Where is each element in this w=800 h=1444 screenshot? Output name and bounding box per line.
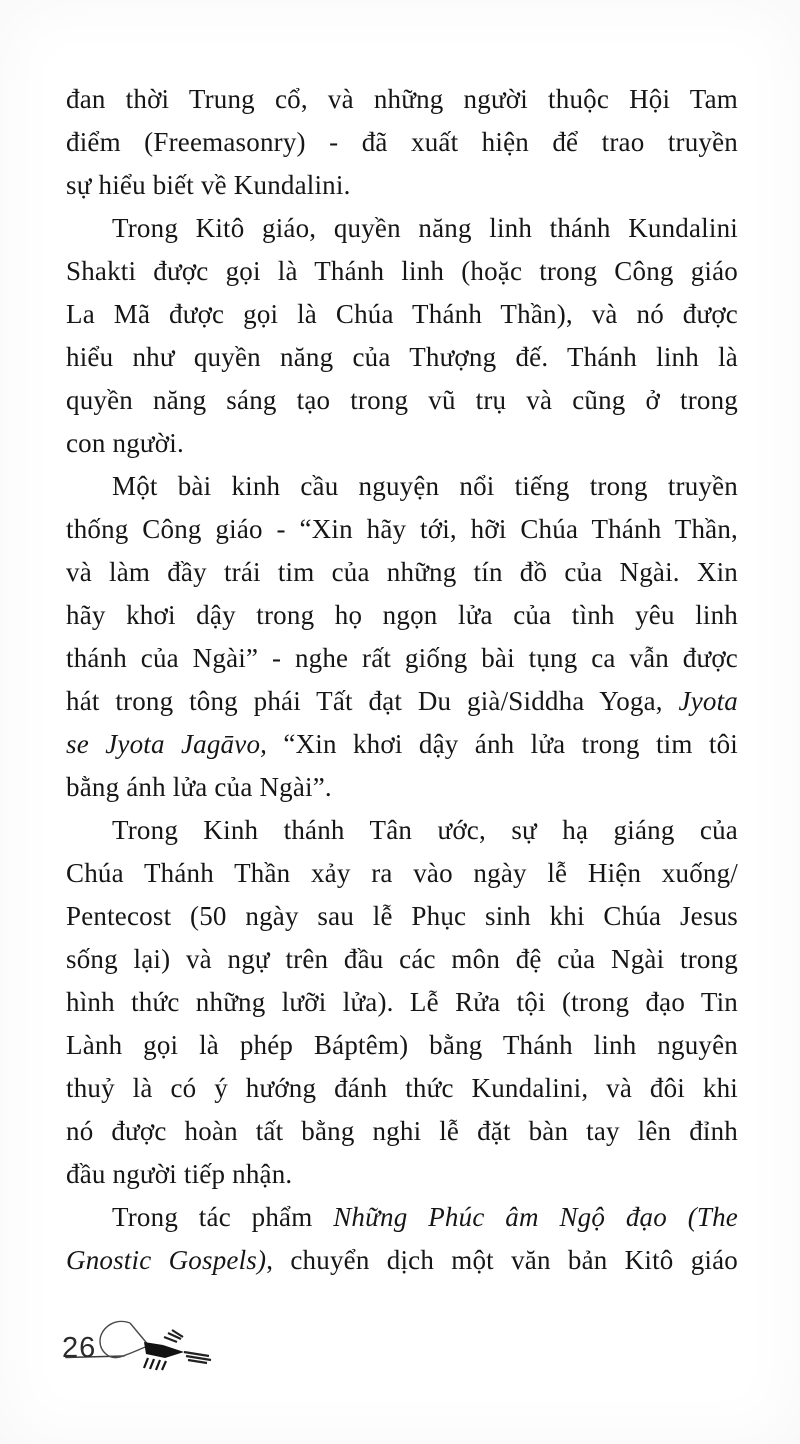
text-segment: sống lại) và ngự trên đầu các môn đệ của Ngài trong xyxy=(66,944,738,974)
text-line xyxy=(66,1024,738,1067)
text-segment: Chúa Thánh Thần xảy ra vào ngày lễ Hiện xuống/ xyxy=(66,858,738,888)
text-segment: nó được hoàn tất bằng nghi lễ đặt bàn tay lên đỉnh xyxy=(66,1116,738,1146)
text-line xyxy=(66,680,738,723)
text-line xyxy=(66,637,738,680)
text-line xyxy=(66,1196,738,1239)
text-segment: thánh của Ngài” - nghe rất giống bài tụng ca vẫn được xyxy=(66,643,738,673)
italic-text-segment: Những Phúc âm Ngộ đạo (The xyxy=(333,1202,738,1232)
text-line xyxy=(66,508,738,551)
text-segment: điểm (Freemasonry) - đã xuất hiện để trao truyền xyxy=(66,127,738,157)
text-segment: , chuyển dịch một văn bản Kitô giáo xyxy=(266,1245,738,1275)
text-segment: hình thức những lưỡi lửa). Lễ Rửa tội (trong đạo Tin xyxy=(66,987,738,1017)
page-number: 26 xyxy=(62,1332,97,1364)
text-segment: thống Công giáo - “Xin hãy tới, hỡi Chúa Thánh Thần, xyxy=(66,514,738,544)
text-line xyxy=(66,465,738,508)
text-segment: đầu người tiếp nhận. xyxy=(66,1159,293,1189)
text-segment: Lành gọi là phép Báptêm) bằng Thánh linh nguyên xyxy=(66,1030,738,1060)
text-line xyxy=(66,78,738,121)
text-segment: hãy khơi dậy trong họ ngọn lửa của tình yêu linh xyxy=(66,600,738,630)
text-segment: Trong Kitô giáo, quyền năng linh thánh Kundalini xyxy=(112,213,738,243)
text-line xyxy=(66,551,738,594)
text-segment: La Mã được gọi là Chúa Thánh Thần), và nó được xyxy=(66,299,738,329)
text-line xyxy=(66,981,738,1024)
text-segment: thuỷ là có ý hướng đánh thức Kundalini, và đôi khi xyxy=(66,1073,738,1103)
text-line xyxy=(66,895,738,938)
text-line xyxy=(66,250,738,293)
text-line xyxy=(66,121,738,164)
text-line xyxy=(66,164,738,207)
text-segment: Trong tác phẩm xyxy=(112,1202,334,1232)
text-line xyxy=(66,809,738,852)
text-segment: đan thời Trung cổ, và những người thuộc Hội Tam xyxy=(66,84,738,114)
text-line xyxy=(66,766,738,809)
text-line xyxy=(66,852,738,895)
italic-text-segment: Jyota xyxy=(678,686,738,716)
text-segment: bằng ánh lửa của Ngài”. xyxy=(66,772,332,802)
italic-text-segment: se Jyota Jagāvo, xyxy=(66,729,268,759)
text-segment: sự hiểu biết về Kundalini. xyxy=(66,170,351,200)
text-segment: hiểu như quyền năng của Thượng đế. Thánh linh là xyxy=(66,342,738,372)
text-segment: Trong Kinh thánh Tân ước, sự hạ giáng của xyxy=(112,815,738,845)
text-line xyxy=(66,938,738,981)
text-segment: con người. xyxy=(66,428,184,458)
page-footer xyxy=(60,1318,280,1382)
italic-text-segment: Gnostic Gospels) xyxy=(66,1245,267,1275)
text-line xyxy=(66,1110,738,1153)
text-line xyxy=(66,594,738,637)
text-segment: hát trong tông phái Tất đạt Du già/Siddha Yoga, xyxy=(66,686,679,716)
text-line xyxy=(66,1067,738,1110)
body-text xyxy=(66,78,738,1282)
text-line xyxy=(66,723,738,766)
text-segment: và làm đầy trái tim của những tín đồ của Ngài. Xin xyxy=(66,557,738,587)
text-line xyxy=(66,207,738,250)
text-line xyxy=(66,379,738,422)
text-line xyxy=(66,336,738,379)
text-segment: quyền năng sáng tạo trong vũ trụ và cũng ở trong xyxy=(66,385,738,415)
text-line xyxy=(66,422,738,465)
text-line xyxy=(66,1153,738,1196)
text-line xyxy=(66,293,738,336)
text-line xyxy=(66,1239,738,1282)
text-segment: Shakti được gọi là Thánh linh (hoặc trong Công giáo xyxy=(66,256,738,286)
text-segment: Pentecost (50 ngày sau lễ Phục sinh khi Chúa Jesus xyxy=(66,901,738,931)
text-segment: “Xin khơi dậy ánh lửa trong tim tôi xyxy=(267,729,738,759)
text-segment: Một bài kinh cầu nguyện nổi tiếng trong truyền xyxy=(112,471,738,501)
